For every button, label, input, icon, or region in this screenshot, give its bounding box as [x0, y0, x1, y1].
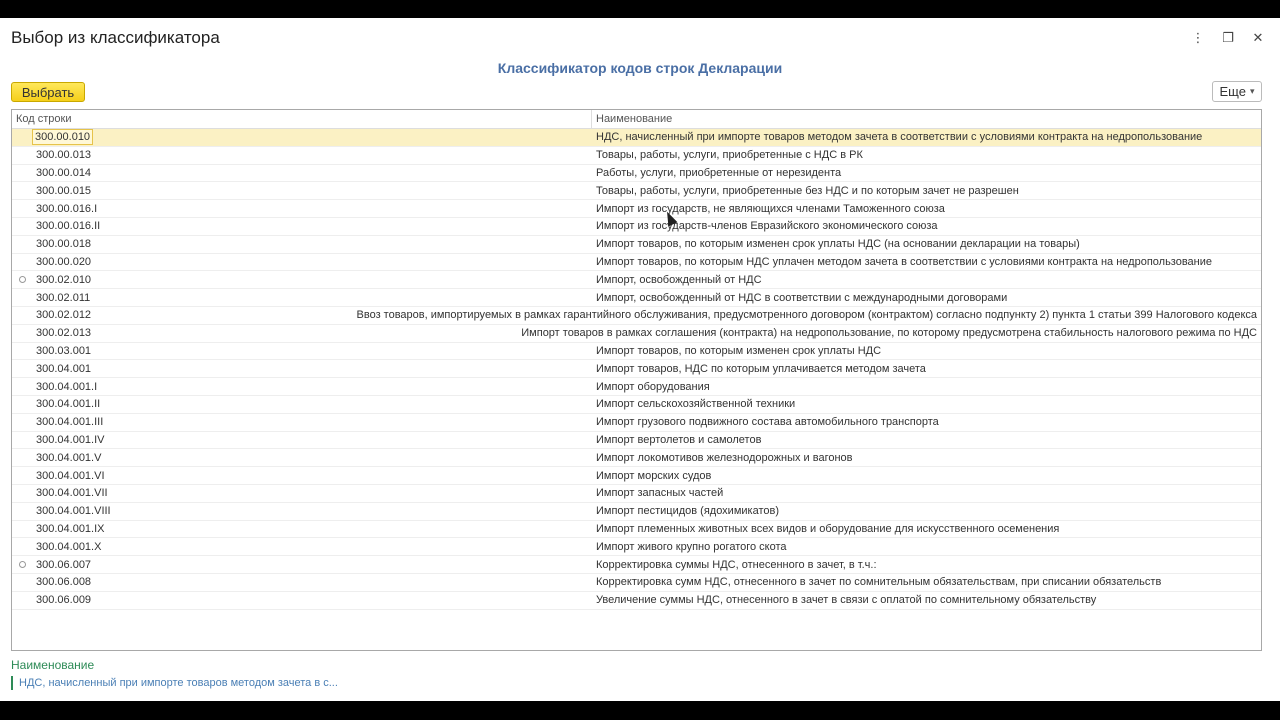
table-row[interactable] [12, 218, 1261, 236]
table-row[interactable] [12, 325, 1261, 343]
table-row[interactable] [12, 343, 1261, 361]
code-text: 300.04.001.X [36, 540, 102, 553]
code-text: 300.00.015 [36, 184, 92, 197]
code-text: 300.02.012 [36, 309, 92, 322]
cell-name: Импорт из государств, не являющихся членами Таможенного союза [596, 202, 945, 215]
more-button-label: Еще [1219, 84, 1246, 99]
table-row[interactable] [12, 360, 1261, 378]
cell-code [12, 592, 592, 609]
code-text: 300.00.016.I [36, 202, 98, 215]
table-row[interactable] [12, 414, 1261, 432]
code-text: 300.00.020 [36, 255, 92, 268]
cell-name: Импорт товаров, по которым НДС уплачен методом зачета в соответствии с условиями контракта на недропользование [596, 255, 1213, 268]
cell-name: Импорт, освобожденный от НДС [596, 273, 762, 286]
cell-code [12, 449, 592, 466]
column-header-code[interactable]: Код строки [12, 110, 592, 128]
code-text: 300.02.013 [36, 327, 92, 340]
cell-name: НДС, начисленный при импорте товаров методом зачета в соответствии с условиями контракта на недропользование [596, 131, 1203, 144]
cell-name: Импорт живого крупно рогатого скота [596, 540, 787, 553]
page-heading: Классификатор кодов строк Декларации [497, 60, 783, 76]
footer-label: Наименование [11, 658, 95, 672]
cell-code [12, 378, 592, 395]
cell-code [12, 467, 592, 484]
code-text: 300.06.009 [36, 594, 92, 607]
table-row[interactable] [12, 182, 1261, 200]
cell-code [12, 147, 592, 164]
cell-name: Импорт сельскохозяйственной техники [596, 398, 796, 411]
expand-icon[interactable] [19, 561, 26, 568]
cell-name: Импорт пестицидов (ядохимикатов) [596, 505, 780, 518]
cell-name: Импорт локомотивов железнодорожных и вагонов [596, 451, 853, 464]
cell-name: Увеличение суммы НДС, отнесенного в зачет в связи с оплатой по сомнительному обязательству [596, 594, 1097, 607]
cell-name: Импорт товаров, по которым изменен срок уплаты НДС [596, 344, 882, 357]
cell-name: Импорт товаров, по которым изменен срок уплаты НДС (на основании декларации на товары) [596, 238, 1080, 251]
table-row[interactable] [12, 556, 1261, 574]
cell-code [12, 503, 592, 520]
cell-name: Импорт товаров, НДС по которым уплачивается методом зачета [596, 362, 926, 375]
cell-name: Товары, работы, услуги, приобретенные с НДС в РК [596, 149, 863, 162]
cell-code [12, 325, 517, 342]
table-row[interactable] [12, 307, 1261, 325]
cell-code [12, 360, 592, 377]
close-icon[interactable]: ✕ [1252, 30, 1264, 45]
cell-code [12, 414, 592, 431]
code-text: 300.04.001.VI [36, 469, 105, 482]
cell-name: Импорт грузового подвижного состава автомобильного транспорта [596, 416, 939, 429]
more-menu-icon[interactable]: ⋮ [1191, 30, 1205, 45]
cell-code [12, 521, 592, 538]
table-row[interactable] [12, 378, 1261, 396]
table-row[interactable] [12, 574, 1261, 592]
code-text: 300.06.008 [36, 576, 92, 589]
footer-value[interactable]: НДС, начисленный при импорте товаров методом зачета в с... [11, 676, 338, 690]
table-row[interactable] [12, 165, 1261, 183]
table-row[interactable] [12, 538, 1261, 556]
code-text: 300.04.001.III [36, 416, 104, 429]
window-controls [1186, 30, 1270, 46]
cell-name: Импорт вертолетов и самолетов [596, 433, 762, 446]
code-text: 300.02.010 [36, 273, 92, 286]
table-row[interactable] [12, 396, 1261, 414]
chevron-down-icon: ▾ [1249, 86, 1255, 96]
table-header [12, 110, 1261, 129]
cell-code [12, 556, 592, 573]
table-row[interactable] [12, 485, 1261, 503]
cell-name: Корректировка сумм НДС, отнесенного в зачет по сомнительным обязательствам, при списании обязательств [596, 576, 1162, 589]
table-row[interactable] [12, 592, 1261, 610]
code-text: 300.04.001.V [36, 451, 102, 464]
code-text: 300.00.014 [36, 166, 92, 179]
cell-code [12, 343, 592, 360]
table-row[interactable] [12, 521, 1261, 539]
code-text: 300.04.001.II [36, 398, 101, 411]
cell-code [12, 432, 592, 449]
cell-name: Импорт оборудования [596, 380, 710, 393]
table-row[interactable] [12, 449, 1261, 467]
code-text: 300.04.001.IX [36, 522, 105, 535]
cell-name: Импорт племенных животных всех видов и оборудование для искусственного осеменения [596, 522, 1060, 535]
table-row[interactable] [12, 129, 1261, 147]
cell-name: Импорт морских судов [596, 469, 712, 482]
cell-code [12, 307, 353, 324]
maximize-icon[interactable]: ❐ [1222, 30, 1234, 45]
table-row[interactable] [12, 147, 1261, 165]
table-body [12, 129, 1261, 610]
cell-name: Корректировка суммы НДС, отнесенного в зачет, в т.ч.: [596, 558, 877, 571]
select-button[interactable]: Выбрать [11, 82, 85, 102]
cell-name: Работы, услуги, приобретенные от нерезидента [596, 166, 842, 179]
cell-code [12, 236, 592, 253]
column-header-name[interactable]: Наименование [596, 113, 673, 125]
cell-code [12, 254, 592, 271]
table-row[interactable] [12, 503, 1261, 521]
cell-name: Ввоз товаров, импортируемых в рамках гарантийного обслуживания, предусмотренного договором (контрактом) согласно подпункту 2) пункта 1 статьи 399 Налогового кодекса [356, 309, 1257, 322]
cell-name: Импорт из государств-членов Евразийского экономического союза [596, 220, 938, 233]
code-text: 300.00.016.II [36, 220, 101, 233]
code-text: 300.04.001 [36, 362, 92, 375]
code-text: 300.00.013 [36, 149, 92, 162]
table-row[interactable] [12, 236, 1261, 254]
cell-code [12, 396, 592, 413]
table-row[interactable] [12, 271, 1261, 289]
cell-name: Импорт товаров в рамках соглашения (контракта) на недропользование, по которому предусмотрена стабильность налогового режима по НДС [521, 327, 1257, 340]
table-row[interactable] [12, 289, 1261, 307]
more-button[interactable] [1212, 81, 1262, 102]
cell-name: Импорт, освобожденный от НДС в соответствии с международными договорами [596, 291, 1008, 304]
cell-code [12, 165, 592, 182]
cell-code [12, 289, 592, 306]
code-text: 300.00.018 [36, 238, 92, 251]
code-text: 300.00.010 [32, 129, 93, 145]
cell-name: Товары, работы, услуги, приобретенные без НДС и по которым зачет не разрешен [596, 184, 1019, 197]
cell-code [12, 485, 592, 502]
code-text: 300.04.001.I [36, 380, 98, 393]
code-text: 300.06.007 [36, 558, 92, 571]
cell-code [12, 574, 592, 591]
code-text: 300.02.011 [36, 291, 91, 304]
code-text: 300.04.001.VII [36, 487, 108, 500]
classifier-table[interactable] [11, 109, 1262, 651]
table-row[interactable] [12, 254, 1261, 272]
cell-code [12, 538, 592, 555]
table-row[interactable] [12, 432, 1261, 450]
cell-code [12, 218, 592, 235]
code-text: 300.03.001 [36, 344, 92, 357]
window-title: Выбор из классификатора [11, 28, 220, 47]
cell-code [12, 271, 592, 288]
cell-code [12, 129, 592, 146]
code-text: 300.04.001.VIII [36, 505, 111, 518]
selection-window [0, 18, 1280, 701]
cell-code [12, 182, 592, 199]
table-row[interactable] [12, 200, 1261, 218]
code-text: 300.04.001.IV [36, 433, 105, 446]
table-row[interactable] [12, 467, 1261, 485]
cell-name: Импорт запасных частей [596, 487, 724, 500]
cell-code [12, 200, 592, 217]
expand-icon[interactable] [19, 276, 26, 283]
